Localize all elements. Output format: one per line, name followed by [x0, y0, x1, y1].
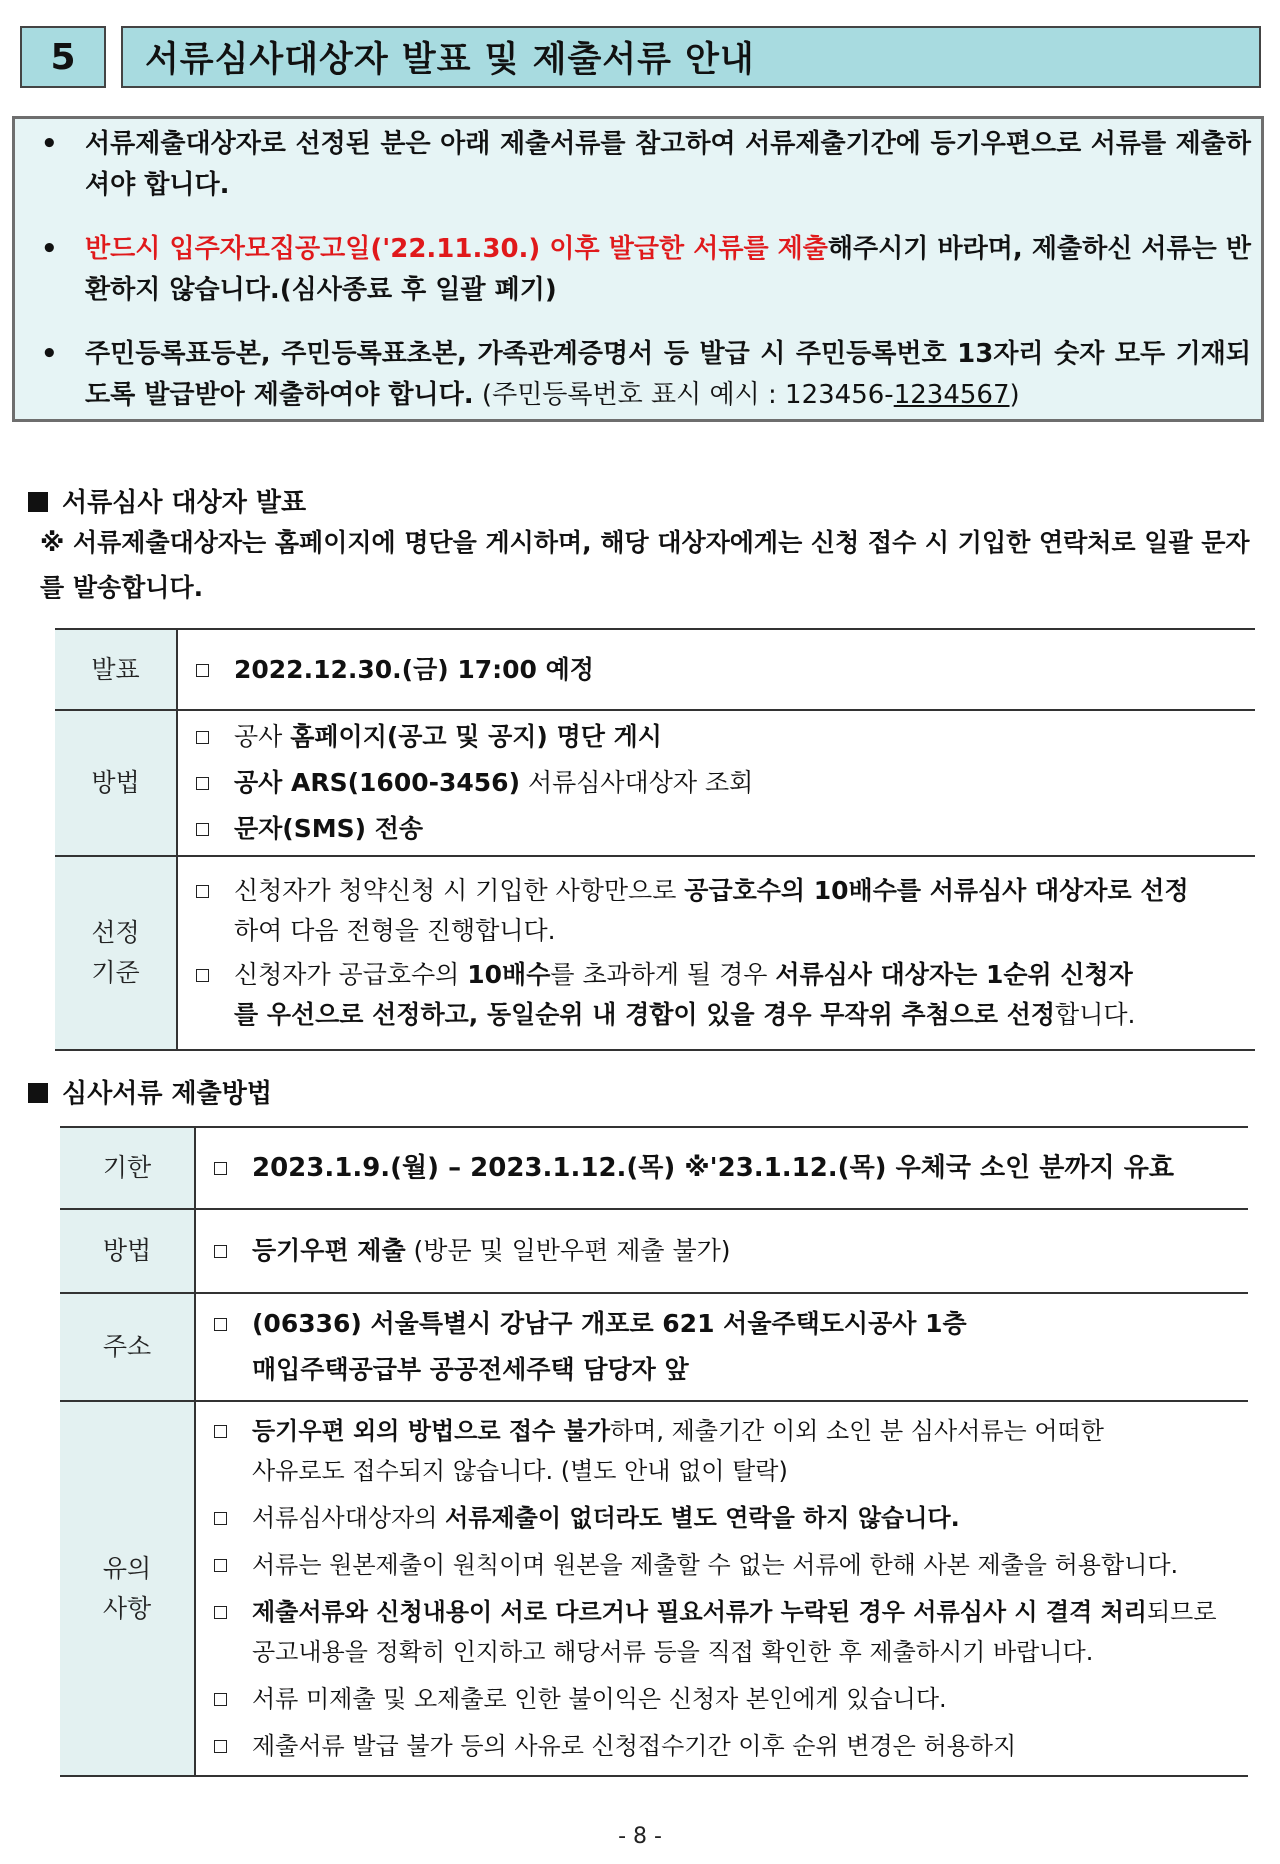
row-label: 기한 — [60, 1127, 195, 1209]
row-label: 유의 사항 — [60, 1401, 195, 1776]
bullet-dot: • — [41, 129, 58, 159]
checkbox-icon — [196, 664, 209, 677]
checkbox-icon — [196, 885, 209, 898]
section-heading-announcement: 서류심사 대상자 발표 — [28, 482, 306, 519]
table-row: 선정 기준 신청자가 청약신청 시 기입한 사항만으로 공급호수의 10배수를 서류심사 대상자로 선정 하여 다음 전형을 진행합니다. 신청자가 공급호수의 10배수를 초과하게 될 경우 서류심사 대상자는 1순위 신청자 를 우선으로 선정하고, 동일순위 내 경합이 있을 경우 무작위 추첨으로 선정합니다. — [55, 856, 1255, 1050]
notice-box — [12, 116, 1264, 422]
checkbox-icon — [196, 777, 209, 790]
highlight-text: 반드시 입주자모집공고일('22.11.30.) 이후 발급한 서류를 제출 — [85, 234, 828, 264]
row-label: 발표 — [55, 629, 177, 710]
table-row: 유의 사항 등기우편 외의 방법으로 접수 불가하며, 제출기간 이외 소인 분 심사서류는 어떠한 사유로도 접수되지 않습니다. (별도 안내 없이 탈락) 서류심사대상자의 서류제출이 없더라도 별도 연락을 하지 않습니다. 서류는 원본제출이 원칙이며 원본을 제출할 수 없는 서류에 한해 사본 제출을 허용합니다. 제출서류와 신청내용이 서로 다르거나 필요서류가 누락된 경우 서류심사 시 결격 처리되므로 공고내용을 정확히 인지하고 해당서류 등을 직접 확인한 후 제출하시기 바랍니다. 서류 미제출 및 오제출로 인한 불이익은 신청자 본인에게 있습니다. 제출서류 발급 불가 등의 사유로 신청접수기간 이후 순위 변경은 허용하지 — [60, 1401, 1248, 1776]
checkbox-icon — [214, 1318, 227, 1331]
table-row: 방법 공사 홈페이지(공고 및 공지) 명단 게시 공사 ARS(1600-3456) 서류심사대상자 조회 문자(SMS) 전송 — [55, 710, 1255, 856]
checkbox-icon — [196, 731, 209, 744]
row-label: 선정 기준 — [55, 856, 177, 1050]
notice-bullet-1: • 서류제출대상자로 선정된 분은 아래 제출서류를 참고하여 서류제출기간에 등기우편으로 서류를 제출하셔야 합니다. — [41, 124, 1251, 206]
row-label: 방법 — [60, 1209, 195, 1293]
square-bullet-icon — [28, 1083, 48, 1103]
checkbox-icon — [214, 1559, 227, 1572]
notice-bullet-3: • 주민등록표등본, 주민등록표초본, 가족관계증명서 등 발급 시 주민등록번호 13자리 숫자 모두 기재되도록 발급받아 제출하여야 합니다. (주민등록번호 표시 예시 : 123456-1234567) — [41, 334, 1251, 416]
checkbox-icon — [214, 1740, 227, 1753]
section-title: 서류심사대상자 발표 및 제출서류 안내 — [121, 26, 1261, 88]
notice-bullet-2: • 반드시 입주자모집공고일('22.11.30.) 이후 발급한 서류를 제출해주시기 바라며, 제출하신 서류는 반환하지 않습니다.(심사종료 후 일괄 폐기) — [41, 229, 1251, 311]
bullet-dot: • — [41, 339, 58, 369]
checkbox-icon — [214, 1425, 227, 1438]
checkbox-icon — [196, 969, 209, 982]
checkbox-icon — [214, 1162, 227, 1175]
row-label: 주소 — [60, 1293, 195, 1401]
checkbox-icon — [214, 1693, 227, 1706]
bullet-dot: • — [41, 234, 58, 264]
checkbox-icon — [214, 1606, 227, 1619]
checkbox-icon — [214, 1245, 227, 1258]
submission-table — [60, 1126, 1248, 1777]
table-row: 주소 (06336) 서울특별시 강남구 개포로 621 서울주택도시공사 1층 매입주택공급부 공공전세주택 담당자 앞 — [60, 1293, 1248, 1401]
table-row: 발표 2022.12.30.(금) 17:00 예정 — [55, 629, 1255, 710]
section-number: 5 — [20, 26, 106, 88]
table-row: 기한 2023.1.9.(월) – 2023.1.12.(목) ※'23.1.12.(목) 우체국 소인 분까지 유효 — [60, 1127, 1248, 1209]
checkbox-icon — [196, 823, 209, 836]
square-bullet-icon — [28, 492, 48, 512]
row-label: 방법 — [55, 710, 177, 856]
section-heading-submission: 심사서류 제출방법 — [28, 1073, 272, 1110]
table-row: 방법 등기우편 제출 (방문 및 일반우편 제출 불가) — [60, 1209, 1248, 1293]
page-number: - 8 - — [618, 1824, 662, 1849]
checkbox-icon — [214, 1512, 227, 1525]
announcement-table — [55, 628, 1255, 1051]
reference-note: ※ 서류제출대상자는 홈페이지에 명단을 게시하며, 해당 대상자에게는 신청 접수 시 기입한 연락처로 일괄 문자를 발송합니다. — [40, 528, 1250, 602]
